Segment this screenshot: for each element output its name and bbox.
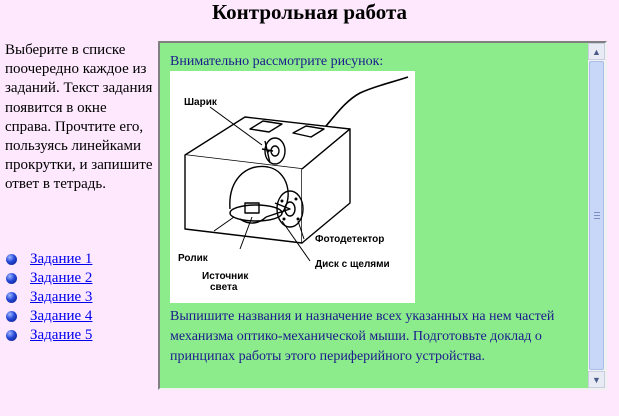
list-item xyxy=(5,307,92,326)
bullet-icon xyxy=(6,254,17,265)
mouse-mechanism-figure xyxy=(170,71,415,303)
task-link-5[interactable]: Задание 5 xyxy=(30,327,93,343)
task-link-1[interactable]: Задание 1 xyxy=(30,251,93,267)
list-item xyxy=(5,326,92,345)
grip-icon xyxy=(594,212,600,220)
list-item xyxy=(5,269,92,288)
scroll-down-button[interactable] xyxy=(588,371,605,388)
bullet-icon xyxy=(6,273,17,284)
arrow-down-icon: ▼ xyxy=(592,374,601,385)
label-slotted-disk: Диск с щелями xyxy=(315,259,390,270)
bullet-icon xyxy=(6,311,17,322)
task-content xyxy=(170,53,590,367)
task-intro: Внимательно рассмотрите рисунок: xyxy=(170,54,384,69)
task-link-4[interactable]: Задание 4 xyxy=(30,308,93,324)
page-title: Контрольная работа xyxy=(211,0,408,24)
instructions-text: Выберите в списке поочередно каждое из заданий. Текст задания появится в окне справа. Прочтите его, пользуясь линейками прокрутки, и запишите ответ в тетрадь. xyxy=(5,42,153,193)
vertical-scrollbar[interactable] xyxy=(588,43,605,388)
scroll-thumb[interactable] xyxy=(589,61,604,370)
arrow-up-icon: ▲ xyxy=(592,46,601,57)
list-item xyxy=(5,288,92,307)
label-light-source-2: света xyxy=(210,282,238,293)
scroll-up-button[interactable] xyxy=(588,43,605,60)
task-content-frame xyxy=(158,41,607,390)
label-light-source: Источник xyxy=(202,271,249,282)
bullet-icon xyxy=(6,330,17,341)
label-roller: Ролик xyxy=(178,253,208,264)
bullet-icon xyxy=(6,292,17,303)
list-item xyxy=(5,250,92,269)
task-list xyxy=(5,250,92,345)
label-ball: Шарик xyxy=(184,97,217,108)
task-text: Выпишите названия и назначение всех указанных на нем частей механизма оптико-механической мыши. Подготовьте доклад о принципах работы этого периферийного устройства. xyxy=(170,309,555,364)
task-link-3[interactable]: Задание 3 xyxy=(30,289,93,305)
task-link-2[interactable]: Задание 2 xyxy=(30,270,93,286)
label-photodetector: Фотодетектор xyxy=(315,234,385,245)
